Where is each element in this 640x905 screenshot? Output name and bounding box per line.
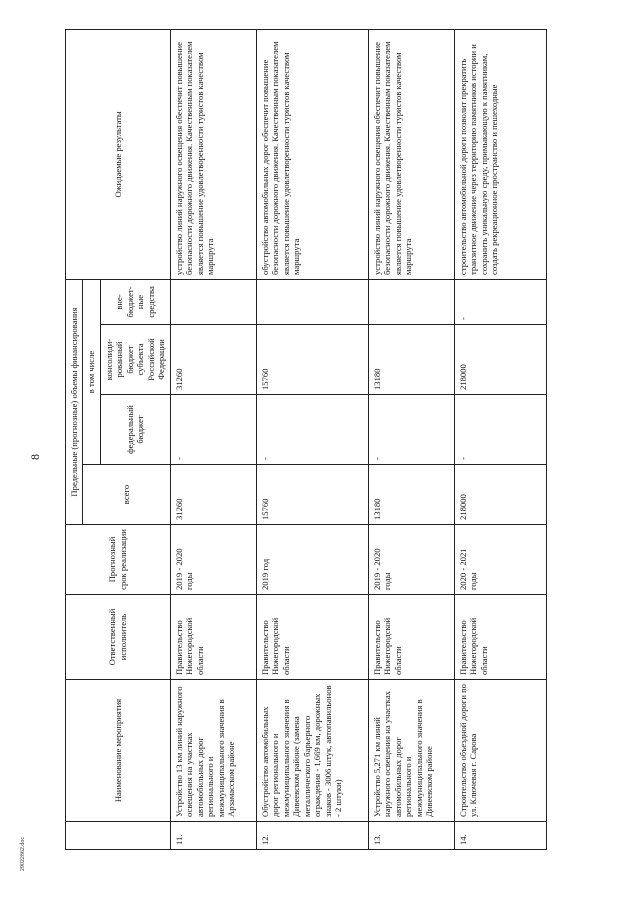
row-regional: 218000 bbox=[454, 325, 546, 395]
document-id: 29022862.doc bbox=[20, 836, 26, 872]
table-row bbox=[256, 29, 368, 849]
row-term: 2020 - 2021 годы bbox=[454, 525, 546, 595]
row-extra bbox=[368, 279, 454, 324]
row-total: 218000 bbox=[454, 465, 546, 525]
table-row bbox=[454, 29, 546, 849]
header-total: всего bbox=[83, 465, 170, 525]
row-extra: - bbox=[454, 279, 546, 324]
row-federal: - bbox=[454, 395, 546, 465]
row-regional: 13180 bbox=[368, 325, 454, 395]
header-in-that: в том числе bbox=[83, 279, 100, 464]
row-federal: - bbox=[368, 395, 454, 465]
row-total: 31260 bbox=[170, 465, 256, 525]
row-term: 2019 год bbox=[256, 525, 368, 595]
row-term: 2019 - 2020 годы bbox=[170, 525, 256, 595]
row-regional: 31260 bbox=[170, 325, 256, 395]
row-total: 13180 bbox=[368, 465, 454, 525]
row-num: 14. bbox=[454, 822, 546, 850]
row-results: обустройство автомобильных дорог обеспечит повышение безопасности дорожного движения. Качественным показателем является повышение удовлетворенности туристов качеством маршрута bbox=[256, 29, 368, 279]
row-num: 13. bbox=[368, 822, 454, 850]
row-name: Устройство 13 км линий наружного освещения на участках автомобильных дорог регионального и межмуниципального значения в Арзамасском районе bbox=[170, 680, 256, 822]
header-extra: вне-бюджет-ные средства bbox=[100, 279, 170, 324]
header-executor: Ответственный исполнитель bbox=[66, 595, 171, 680]
measures-table bbox=[65, 29, 547, 850]
row-name: Строительство объездной дороги по ул. Ключевая г. Сарова bbox=[454, 680, 546, 822]
row-extra bbox=[256, 279, 368, 324]
row-regional: 15760 bbox=[256, 325, 368, 395]
header-federal: федеральный бюджет bbox=[100, 395, 170, 465]
row-name: Обустройство автомобильных дорог регионального и межмуниципального значения в Дивеевском районе (замена металлического барьерного ограждения - 1,669 км, дорожных знаков - 3006 штук, автопавильонов - 2 штуки) bbox=[256, 680, 368, 822]
row-executor: Правительство Нижегородской области bbox=[256, 595, 368, 680]
header-regional: консолиди-рованный бюджет субъекта Российской Федерации bbox=[100, 325, 170, 395]
page-number: 8 bbox=[28, 454, 42, 460]
row-extra bbox=[170, 279, 256, 324]
row-results: устройство линий наружного освещения обеспечит повышение безопасности дорожного движения. Качественным показателем является повышение удовлетворенности туристов качеством маршрута bbox=[170, 29, 256, 279]
header-name: Наименование мероприятия bbox=[66, 680, 171, 822]
header-term: Прогнозный срок реализации bbox=[66, 525, 171, 595]
row-federal: - bbox=[170, 395, 256, 465]
row-federal: - bbox=[256, 395, 368, 465]
row-results: устройство линий наружного освещения обеспечит повышение безопасности дорожного движения. Качественным показателем является повышение удовлетворенности туристов качеством маршрута bbox=[368, 29, 454, 279]
table-row bbox=[170, 29, 256, 849]
table-row bbox=[368, 29, 454, 849]
rotated-table-wrapper bbox=[65, 30, 600, 850]
row-num: 12. bbox=[256, 822, 368, 850]
row-total: 15760 bbox=[256, 465, 368, 525]
header-funding-group: Предельные (прогнозные) объемы финансирования bbox=[66, 279, 83, 524]
row-term: 2019 - 2020 годы bbox=[368, 525, 454, 595]
row-executor: Правительство Нижегородской области bbox=[368, 595, 454, 680]
row-results: строительство автомобильной дороги позволит прекратить транзитное движение через территорию памятников истории и сохранить уникальную среду, примыкающую к памятникам, создать рекреационное пространство и пешеходные bbox=[454, 29, 546, 279]
row-executor: Правительство Нижегородской области bbox=[454, 595, 546, 680]
header-results: Ожидаемые результаты bbox=[66, 29, 171, 279]
header-num bbox=[66, 822, 171, 850]
row-name: Устройство 5,271 км линий наружного освещения на участках автомобильных дорог регионального и межмуниципального значения в Дивеевском районе bbox=[368, 680, 454, 822]
row-num: 11. bbox=[170, 822, 256, 850]
row-executor: Правительство Нижегородской области bbox=[170, 595, 256, 680]
